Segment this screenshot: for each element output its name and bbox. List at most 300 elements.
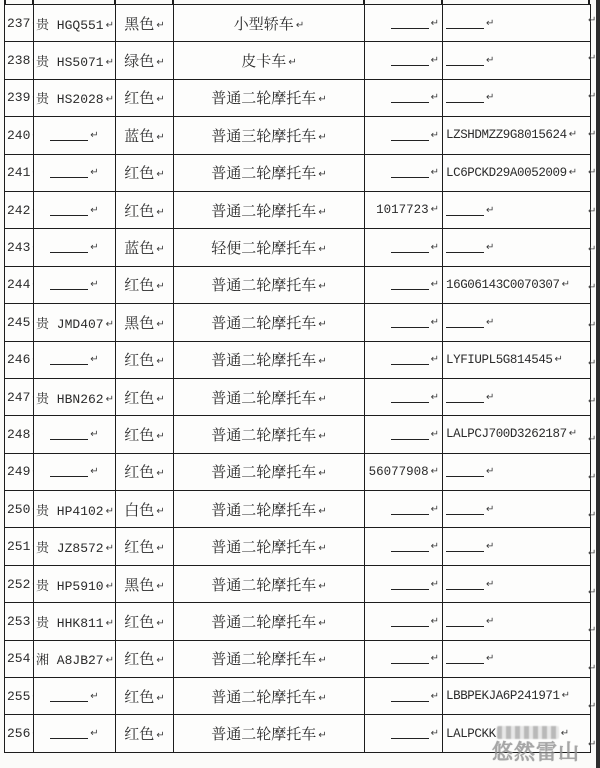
cell-color: 红色 ↵: [116, 416, 174, 453]
paragraph-mark-icon: ↵: [156, 19, 165, 31]
paragraph-mark-icon: ↵: [318, 580, 327, 592]
end-of-row-mark-icon: ↵: [588, 738, 597, 750]
paragraph-mark-icon: ↵: [90, 204, 99, 216]
paragraph-mark-icon: ↵: [486, 615, 494, 627]
blank-underline: [391, 240, 429, 253]
paragraph-mark-icon: ↵: [318, 692, 327, 704]
paragraph-mark-icon: ↵: [105, 94, 114, 106]
cell-color: 红色 ↵: [116, 191, 174, 228]
cell-number: [365, 715, 443, 752]
cell-plate: [34, 191, 116, 228]
cell-plate: 湘 A8JB27 ↵: [34, 640, 116, 677]
paragraph-mark-icon: ↵: [295, 19, 305, 31]
paragraph-mark-icon: ↵: [156, 580, 165, 592]
paragraph-mark-icon: ↵: [318, 94, 327, 106]
blank-underline: [50, 689, 88, 702]
end-of-row-mark-icon: ↵: [588, 15, 597, 26]
paragraph-mark-icon: ↵: [430, 204, 439, 216]
cell-row-number: 245: [5, 304, 34, 341]
cell-row-number: 246: [5, 341, 34, 378]
blank-underline: [391, 165, 429, 178]
table-row: [5, 266, 591, 303]
cell-number: [365, 117, 443, 154]
cell-color: 黑色 ↵: [116, 565, 174, 602]
end-of-row-mark-icon: ↵: [588, 624, 597, 636]
paragraph-mark-icon: ↵: [90, 466, 99, 478]
cell-vehicle-type: 普通二轮摩托车 ↵: [174, 491, 365, 528]
paragraph-mark-icon: ↵: [430, 55, 439, 67]
blank-underline: [391, 614, 429, 627]
paragraph-mark-icon: ↵: [156, 543, 165, 555]
cell-number: [365, 603, 443, 640]
blank-underline: [50, 726, 88, 739]
cell-vehicle-type: 皮卡车 ↵: [174, 42, 365, 79]
table-row: [5, 341, 591, 378]
paragraph-mark-icon: ↵: [554, 353, 563, 365]
blank-underline: [50, 277, 88, 290]
paragraph-mark-icon: ↵: [156, 206, 165, 218]
paragraph-mark-icon: ↵: [318, 430, 327, 442]
paragraph-mark-icon: ↵: [90, 242, 99, 254]
table-row: [5, 603, 591, 640]
blank-underline: [446, 502, 484, 515]
paragraph-mark-icon: ↵: [156, 356, 165, 368]
paragraph-mark-icon: ↵: [90, 167, 99, 179]
end-of-row-mark-icon: ↵: [588, 129, 597, 141]
blank-underline: [446, 203, 484, 216]
blank-underline: [50, 165, 88, 178]
end-of-row-mark-icon: ↵: [588, 91, 597, 103]
blank-underline: [446, 539, 484, 552]
cell-color: 黑色 ↵: [116, 5, 174, 42]
paragraph-mark-icon: ↵: [105, 318, 114, 330]
table-row: [5, 378, 591, 415]
paragraph-mark-icon: ↵: [430, 653, 439, 665]
cell-color: 蓝色 ↵: [116, 229, 174, 266]
paragraph-mark-icon: ↵: [105, 655, 114, 667]
paragraph-mark-icon: ↵: [156, 692, 165, 704]
paragraph-mark-icon: ↵: [105, 543, 114, 555]
blank-underline: [50, 427, 88, 440]
cell-vehicle-type: 普通二轮摩托车 ↵: [174, 565, 365, 602]
paragraph-mark-icon: ↵: [318, 169, 327, 181]
table-row: [5, 117, 591, 154]
end-of-row-mark-icon: ↵: [588, 548, 597, 560]
paragraph-mark-icon: ↵: [486, 466, 494, 478]
page-edge-line: [596, 0, 600, 768]
cell-vehicle-type: 轻便二轮摩托车 ↵: [174, 229, 365, 266]
blank-underline: [391, 651, 429, 664]
paragraph-mark-icon: ↵: [105, 57, 114, 69]
paragraph-mark-icon: ↵: [430, 428, 439, 440]
paragraph-mark-icon: ↵: [486, 316, 494, 328]
end-of-row-mark-icon: ↵: [588, 396, 597, 407]
blank-underline: [391, 90, 429, 103]
blank-underline: [50, 128, 88, 141]
paragraph-mark-icon: ↵: [561, 690, 570, 702]
paragraph-mark-icon: ↵: [430, 167, 439, 179]
paragraph-mark-icon: ↵: [156, 468, 165, 480]
paragraph-mark-icon: ↵: [568, 428, 577, 440]
cell-plate: [34, 715, 116, 752]
cell-vehicle-type: 普通二轮摩托车 ↵: [174, 678, 365, 715]
paragraph-mark-icon: ↵: [430, 541, 439, 553]
blank-underline: [391, 539, 429, 552]
blank-underline: [391, 128, 429, 141]
cell-vin: LALPCJ700D3262187 ↵: [443, 416, 591, 453]
cell-vin: [443, 491, 591, 528]
table-row: [5, 416, 591, 453]
cell-vin: [443, 528, 591, 565]
cell-number: [365, 229, 443, 266]
paragraph-mark-icon: ↵: [560, 728, 569, 740]
cell-number: [365, 416, 443, 453]
cell-vin: [443, 453, 591, 490]
end-of-row-mark-icon: ↵: [588, 53, 597, 65]
cell-row-number: 237: [5, 5, 34, 42]
paragraph-mark-icon: ↵: [486, 92, 494, 104]
cell-color: 红色 ↵: [116, 715, 174, 752]
cell-row-number: 238: [5, 42, 34, 79]
cell-vin: LBBPEKJA6P241971 ↵: [443, 678, 591, 715]
cell-number: [365, 341, 443, 378]
paragraph-mark-icon: ↵: [430, 465, 439, 477]
cell-vehicle-type: 普通二轮摩托车 ↵: [174, 266, 365, 303]
paragraph-mark-icon: ↵: [486, 578, 494, 590]
paragraph-mark-icon: ↵: [486, 541, 494, 553]
cell-vin: [443, 5, 591, 42]
end-of-row-mark-icon: ↵: [588, 700, 597, 712]
table-row: [5, 42, 591, 79]
paragraph-mark-icon: ↵: [156, 57, 165, 69]
cell-number: [365, 79, 443, 116]
cell-row-number: 239: [5, 79, 34, 116]
cell-number: [365, 640, 443, 677]
paragraph-mark-icon: ↵: [90, 690, 99, 702]
cell-color: 红色 ↵: [116, 528, 174, 565]
cell-row-number: 240: [5, 117, 34, 154]
table-row: [5, 528, 591, 565]
cell-vehicle-type: 普通二轮摩托车 ↵: [174, 378, 365, 415]
paragraph-mark-icon: ↵: [318, 468, 327, 480]
cell-number: [365, 42, 443, 79]
paragraph-mark-icon: ↵: [156, 244, 165, 256]
cell-color: 蓝色 ↵: [116, 117, 174, 154]
cell-row-number: 244: [5, 266, 34, 303]
paragraph-mark-icon: ↵: [105, 617, 114, 629]
end-of-row-mark-icon: ↵: [588, 472, 597, 484]
table-row: [5, 491, 591, 528]
cell-vehicle-type: 普通二轮摩托车 ↵: [174, 304, 365, 341]
table-row: [5, 565, 591, 602]
end-of-row-mark-icon: ↵: [588, 586, 597, 598]
cell-plate: 贵 JMD407 ↵: [34, 304, 116, 341]
paragraph-mark-icon: ↵: [318, 356, 327, 368]
paragraph-mark-icon: ↵: [90, 279, 99, 291]
cell-plate: 贵 HGQ551 ↵: [34, 5, 116, 42]
cell-color: 黑色 ↵: [116, 304, 174, 341]
cell-color: 红色 ↵: [116, 453, 174, 490]
watermark: 悠然雷山: [492, 740, 580, 764]
end-of-row-mark-icon: ↵: [588, 281, 597, 293]
cell-number: [365, 491, 443, 528]
cell-vehicle-type: 普通二轮摩托车 ↵: [174, 191, 365, 228]
cell-number: [365, 304, 443, 341]
blank-underline: [50, 352, 88, 365]
cell-row-number: 242: [5, 191, 34, 228]
blank-underline: [391, 352, 429, 365]
paragraph-mark-icon: ↵: [288, 57, 297, 69]
cell-color: 绿色 ↵: [116, 42, 174, 79]
cell-plate: 贵 HS2028 ↵: [34, 79, 116, 116]
cell-vin: [443, 603, 591, 640]
end-of-row-mark-icon: ↵: [588, 662, 597, 674]
cell-color: 红色 ↵: [116, 266, 174, 303]
cell-plate: [34, 341, 116, 378]
paragraph-mark-icon: ↵: [430, 728, 439, 740]
table-row: [5, 154, 591, 191]
cell-vin: LZSHDMZZ9G8015624 ↵: [443, 117, 591, 154]
cell-row-number: 252: [5, 565, 34, 602]
cell-plate: 贵 HP5910 ↵: [34, 565, 116, 602]
cell-number: [365, 154, 443, 191]
paragraph-mark-icon: ↵: [486, 503, 494, 515]
paragraph-mark-icon: ↵: [430, 129, 439, 141]
paragraph-mark-icon: ↵: [430, 17, 439, 29]
cell-row-number: 249: [5, 453, 34, 490]
paragraph-mark-icon: ↵: [156, 169, 165, 181]
paragraph-mark-icon: ↵: [486, 17, 494, 29]
cell-vin: [443, 640, 591, 677]
cell-vehicle-type: 小型轿车 ↵: [174, 5, 365, 42]
paragraph-mark-icon: ↵: [486, 653, 494, 665]
blank-underline: [446, 240, 484, 253]
end-of-row-mark-icon: ↵: [588, 510, 597, 522]
blank-underline: [50, 464, 88, 477]
cell-plate: [34, 154, 116, 191]
cell-plate: 贵 HS5071 ↵: [34, 42, 116, 79]
paragraph-mark-icon: ↵: [430, 316, 439, 328]
paragraph-mark-icon: ↵: [486, 242, 494, 254]
paragraph-mark-icon: ↵: [318, 206, 327, 218]
paragraph-mark-icon: ↵: [430, 279, 439, 291]
cell-vehicle-type: 普通二轮摩托车 ↵: [174, 79, 365, 116]
cell-color: 红色 ↵: [116, 640, 174, 677]
cell-number: [365, 565, 443, 602]
cell-vin: 16G06143C0070307 ↵: [443, 266, 591, 303]
cell-vin: LC6PCKD29A0052009 ↵: [443, 154, 591, 191]
cell-plate: [34, 229, 116, 266]
cell-vehicle-type: 普通二轮摩托车 ↵: [174, 640, 365, 677]
cell-plate: 贵 HHK811 ↵: [34, 603, 116, 640]
blank-underline: [446, 464, 484, 477]
cell-plate: [34, 266, 116, 303]
vehicle-table-body: [5, 5, 591, 753]
blank-underline: [446, 614, 484, 627]
cell-vin: [443, 378, 591, 415]
paragraph-mark-icon: ↵: [430, 92, 439, 104]
cell-vin: [443, 565, 591, 602]
paragraph-mark-icon: ↵: [156, 131, 165, 143]
paragraph-mark-icon: ↵: [318, 730, 327, 742]
cell-plate: 贵 HP4102 ↵: [34, 491, 116, 528]
cell-row-number: 241: [5, 154, 34, 191]
end-of-row-mark-icon: ↵: [588, 243, 597, 255]
paragraph-mark-icon: ↵: [486, 204, 494, 216]
blank-underline: [446, 315, 484, 328]
cell-vehicle-type: 普通二轮摩托车 ↵: [174, 453, 365, 490]
blank-underline: [446, 577, 484, 590]
blank-underline: [391, 577, 429, 590]
paragraph-mark-icon: ↵: [105, 505, 114, 517]
cell-vin: [443, 191, 591, 228]
cell-row-number: 251: [5, 528, 34, 565]
blank-underline: [446, 53, 484, 66]
cell-vehicle-type: 普通二轮摩托车 ↵: [174, 341, 365, 378]
paragraph-mark-icon: ↵: [105, 19, 114, 31]
paragraph-mark-icon: ↵: [486, 391, 494, 403]
paragraph-mark-icon: ↵: [568, 129, 577, 141]
paragraph-mark-icon: ↵: [156, 94, 165, 106]
paragraph-mark-icon: ↵: [318, 244, 327, 256]
cell-vehicle-type: 普通二轮摩托车 ↵: [174, 416, 365, 453]
blank-underline: [50, 203, 88, 216]
table-row: [5, 304, 591, 341]
cell-plate: [34, 453, 116, 490]
cell-row-number: 254: [5, 640, 34, 677]
blank-underline: [391, 427, 429, 440]
paragraph-mark-icon: ↵: [90, 728, 99, 740]
paragraph-mark-icon: ↵: [318, 131, 327, 143]
cell-number: 56077908 ↵: [365, 453, 443, 490]
blank-underline: [391, 16, 429, 29]
cell-vehicle-type: 普通二轮摩托车 ↵: [174, 715, 365, 752]
cell-vin: [443, 79, 591, 116]
paragraph-mark-icon: ↵: [318, 281, 327, 293]
cell-vin: LYFIUPL5G814545 ↵: [443, 341, 591, 378]
cell-number: [365, 378, 443, 415]
cell-color: 红色 ↵: [116, 603, 174, 640]
paragraph-mark-icon: ↵: [156, 318, 165, 330]
cell-row-number: 243: [5, 229, 34, 266]
blank-underline: [391, 390, 429, 403]
blank-underline: [446, 16, 484, 29]
cell-color: 红色 ↵: [116, 678, 174, 715]
cell-plate: 贵 JZ8572 ↵: [34, 528, 116, 565]
table-row: [5, 79, 591, 116]
paragraph-mark-icon: ↵: [105, 580, 114, 592]
blank-underline: [446, 90, 484, 103]
table-row: [5, 640, 591, 677]
cell-color: 红色 ↵: [116, 378, 174, 415]
end-of-row-mark-icon: ↵: [588, 205, 597, 217]
paragraph-mark-icon: ↵: [156, 505, 165, 517]
cell-plate: [34, 678, 116, 715]
table-row: [5, 5, 591, 42]
paragraph-mark-icon: ↵: [318, 318, 327, 330]
cell-row-number: 250: [5, 491, 34, 528]
paragraph-mark-icon: ↵: [430, 391, 439, 403]
cell-color: 红色 ↵: [116, 154, 174, 191]
cell-plate: 贵 HBN262 ↵: [34, 378, 116, 415]
table-row: [5, 453, 591, 490]
blank-underline: [446, 651, 484, 664]
blank-underline: [391, 53, 429, 66]
cell-vehicle-type: 普通二轮摩托车 ↵: [174, 154, 365, 191]
paragraph-mark-icon: ↵: [90, 428, 99, 440]
paragraph-mark-icon: ↵: [430, 578, 439, 590]
cell-number: [365, 5, 443, 42]
table-row: [5, 229, 591, 266]
paragraph-mark-icon: ↵: [318, 393, 327, 405]
table-row: [5, 678, 591, 715]
cell-color: 白色 ↵: [116, 491, 174, 528]
end-of-row-mark-icon: ↵: [588, 434, 597, 446]
cell-vin: LALPCKK ↵: [443, 715, 591, 752]
cell-plate: [34, 416, 116, 453]
paragraph-mark-icon: ↵: [156, 655, 165, 667]
paragraph-mark-icon: ↵: [486, 55, 494, 67]
end-of-row-mark-icon: ↵: [588, 167, 597, 179]
blank-underline: [391, 277, 429, 290]
paragraph-mark-icon: ↵: [318, 505, 327, 517]
end-of-row-mark-icon: ↵: [588, 357, 597, 369]
paragraph-mark-icon: ↵: [156, 281, 165, 293]
paragraph-mark-icon: ↵: [105, 393, 114, 405]
paragraph-mark-icon: ↵: [568, 166, 577, 178]
cell-vin: [443, 229, 591, 266]
paragraph-mark-icon: ↵: [318, 655, 327, 667]
cell-vin: [443, 42, 591, 79]
paragraph-mark-icon: ↵: [318, 617, 327, 629]
paragraph-mark-icon: ↵: [430, 242, 439, 254]
cell-row-number: 255: [5, 678, 34, 715]
cell-plate: [34, 117, 116, 154]
paragraph-mark-icon: ↵: [561, 278, 570, 290]
blank-underline: [446, 390, 484, 403]
paragraph-mark-icon: ↵: [90, 354, 99, 366]
paragraph-mark-icon: ↵: [156, 617, 165, 629]
paragraph-mark-icon: ↵: [430, 503, 439, 515]
cell-vin: [443, 304, 591, 341]
paragraph-mark-icon: ↵: [430, 690, 439, 702]
cell-number: 1017723 ↵: [365, 191, 443, 228]
blank-underline: [391, 315, 429, 328]
cell-number: [365, 266, 443, 303]
cell-row-number: 253: [5, 603, 34, 640]
cell-number: [365, 528, 443, 565]
cell-row-number: 256: [5, 715, 34, 752]
cell-color: 红色 ↵: [116, 341, 174, 378]
paragraph-mark-icon: ↵: [156, 730, 165, 742]
cell-row-number: 248: [5, 416, 34, 453]
cell-vehicle-type: 普通三轮摩托车 ↵: [174, 117, 365, 154]
blank-underline: [391, 726, 429, 739]
vehicle-record-table: [4, 4, 591, 753]
blank-underline: [50, 240, 88, 253]
cell-number: [365, 678, 443, 715]
paragraph-mark-icon: ↵: [90, 129, 99, 141]
cell-row-number: 247: [5, 378, 34, 415]
blank-underline: [391, 502, 429, 515]
paragraph-mark-icon: ↵: [430, 615, 439, 627]
paragraph-mark-icon: ↵: [156, 430, 165, 442]
blank-underline: [391, 689, 429, 702]
paragraph-mark-icon: ↵: [430, 354, 439, 366]
cell-color: 红色 ↵: [116, 79, 174, 116]
end-of-row-mark-icon: ↵: [588, 319, 597, 331]
cell-vehicle-type: 普通二轮摩托车 ↵: [174, 528, 365, 565]
